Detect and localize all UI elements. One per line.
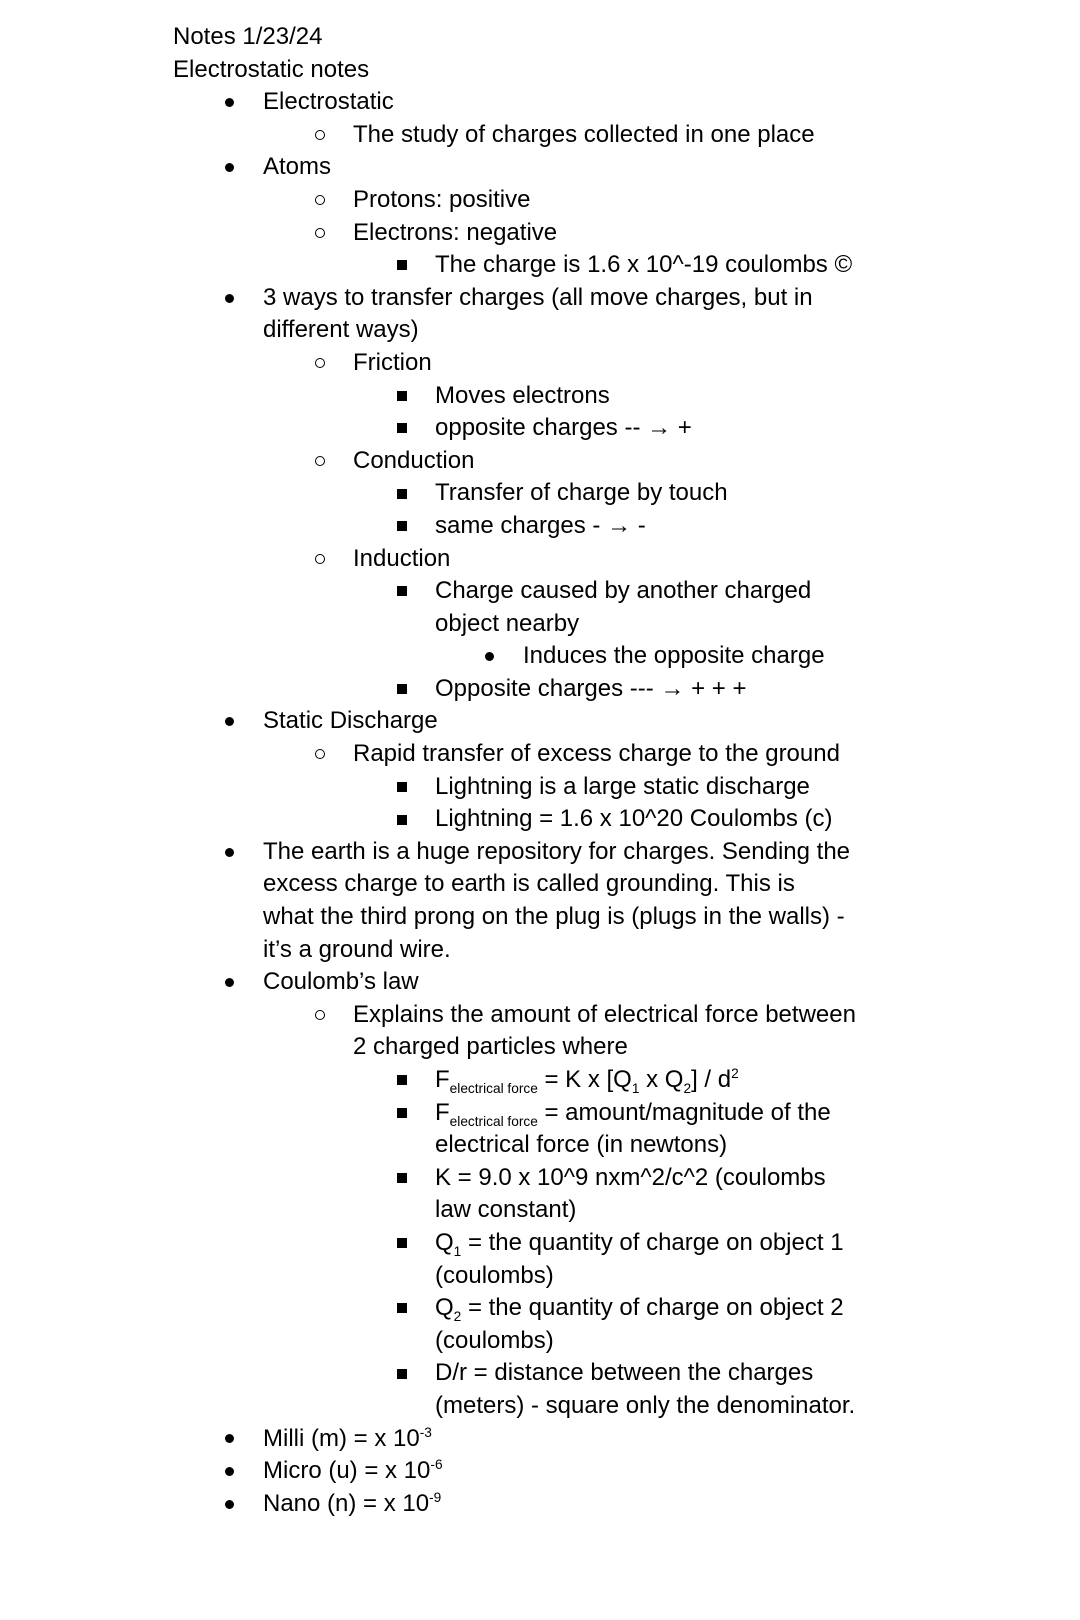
bullet-item xyxy=(397,1064,1050,1097)
bullet-item xyxy=(225,86,1050,119)
bullet-item xyxy=(397,1097,1050,1162)
bullet-item xyxy=(225,1488,1050,1521)
bullet-disc-icon xyxy=(225,1423,263,1456)
note-text: Lightning = 1.6 x 10^20 Coulombs (c) xyxy=(435,805,833,833)
note-text: Electrostatic notes xyxy=(173,55,370,83)
note-text: Protons: positive xyxy=(353,185,531,213)
bullet-item xyxy=(397,380,1050,413)
bullet-square-icon xyxy=(397,803,435,836)
bullet-circle-icon xyxy=(315,999,353,1032)
bullet-item xyxy=(397,673,1050,706)
bullet-square-icon xyxy=(397,249,435,282)
bullet-square-icon xyxy=(397,1064,435,1097)
bullet-item xyxy=(397,1227,1050,1292)
bullet-disc-icon xyxy=(225,282,263,315)
bullet-circle-icon xyxy=(315,217,353,250)
note-text: Atoms xyxy=(263,153,332,181)
bullet-square-icon xyxy=(397,1162,435,1195)
bullet-square-icon xyxy=(397,510,435,543)
note-text: $F_{electrical force} = K$ x [$Q_1$ x $Q_2] / d^2$ xyxy=(435,1066,739,1096)
bullet-item xyxy=(315,543,1050,576)
bullet-disc-icon xyxy=(485,640,523,673)
bullet-circle-icon xyxy=(315,738,353,771)
bullet-disc-icon xyxy=(225,1488,263,1521)
note-text: Opposite charges --- → + + + xyxy=(435,674,747,702)
note-text: Coulomb’s law xyxy=(263,968,419,996)
note-text: Conduction xyxy=(353,446,475,474)
bullet-item xyxy=(315,999,1050,1064)
bullet-square-icon xyxy=(397,1292,435,1325)
bullet-item xyxy=(397,477,1050,510)
bullet-item xyxy=(397,575,1050,640)
note-text: Electrons: negative xyxy=(353,218,558,246)
bullet-item xyxy=(397,803,1050,836)
bullet-circle-icon xyxy=(315,347,353,380)
note-text: The earth is a huge repository for charges. Sending the excess charge to earth is called grounding. This is what the third prong on the plug is (plugs in the walls) - it’s a ground wire. xyxy=(263,837,851,963)
bullet-circle-icon xyxy=(315,543,353,576)
bullet-item xyxy=(397,1357,1050,1422)
bullet-item xyxy=(225,966,1050,999)
note-text: Notes 1/23/24 xyxy=(173,23,323,50)
bullet-item xyxy=(397,771,1050,804)
note-text: Transfer of charge by touch xyxy=(435,479,728,507)
note-text: Moves electrons xyxy=(435,381,610,409)
note-text: $Q_2$ = the quantity of charge on object 2 (coulombs) xyxy=(435,1294,844,1354)
bullet-item xyxy=(397,249,1050,282)
bullet-item xyxy=(315,119,1050,152)
bullet-item xyxy=(397,412,1050,445)
bullet-item xyxy=(225,705,1050,738)
bullet-circle-icon xyxy=(315,119,353,152)
notes-document xyxy=(173,21,1050,1520)
bullet-item xyxy=(397,510,1050,543)
note-text: $Q_1$ = the quantity of charge on object 1 (coulombs) xyxy=(435,1228,844,1289)
bullet-square-icon xyxy=(397,412,435,445)
note-text: Static Discharge xyxy=(263,707,438,735)
bullet-item xyxy=(225,836,1050,966)
note-text: K = 9.0 x 10^9 nxm^2/c^2 (coulombs law constant) xyxy=(435,1163,826,1224)
bullet-disc-icon xyxy=(225,836,263,869)
bullet-item xyxy=(397,1162,1050,1227)
note-text: Charge caused by another charged object nearby xyxy=(435,577,812,637)
note-text: Rapid transfer of excess charge to the ground xyxy=(353,740,840,768)
bullet-square-icon xyxy=(397,1227,435,1260)
bullet-disc-icon xyxy=(225,705,263,738)
note-text: same charges - → - xyxy=(435,511,646,539)
note-text: Milli (m) = x $10^{-3}$ xyxy=(263,1424,432,1452)
bullet-circle-icon xyxy=(315,445,353,478)
note-text: D/r = distance between the charges (meters) - square only the denominator. xyxy=(435,1359,856,1419)
bullet-disc-icon xyxy=(225,86,263,119)
note-text: Induction xyxy=(353,544,451,572)
bullet-item xyxy=(315,347,1050,380)
bullet-square-icon xyxy=(397,1357,435,1390)
bullet-item xyxy=(315,445,1050,478)
bullet-square-icon xyxy=(397,1097,435,1130)
bullet-square-icon xyxy=(397,477,435,510)
note-text: $F_{electrical force}$ = amount/magnitude of the electrical force (in newtons) xyxy=(435,1098,831,1159)
note-text: Lightning is a large static discharge xyxy=(435,772,810,800)
note-text: The study of charges collected in one place xyxy=(353,120,815,148)
note-text: opposite charges -- → + xyxy=(435,414,692,442)
note-text: Induces the opposite charge xyxy=(523,642,825,670)
bullet-item xyxy=(225,1423,1050,1456)
bullet-square-icon xyxy=(397,673,435,706)
bullet-square-icon xyxy=(397,771,435,804)
note-text: The charge is 1.6 x 10^-19 coulombs © xyxy=(435,251,853,279)
paragraph xyxy=(173,21,1050,54)
bullet-item xyxy=(225,282,1050,347)
bullet-item xyxy=(315,738,1050,771)
bullet-square-icon xyxy=(397,380,435,413)
bullet-circle-icon xyxy=(315,184,353,217)
bullet-item xyxy=(225,151,1050,184)
bullet-item xyxy=(315,217,1050,250)
bullet-item xyxy=(485,640,1050,673)
note-text: Explains the amount of electrical force between 2 charged particles where xyxy=(353,1000,856,1061)
bullet-item xyxy=(397,1292,1050,1357)
bullet-item xyxy=(315,184,1050,217)
paragraph xyxy=(173,54,1050,87)
bullet-square-icon xyxy=(397,575,435,608)
bullet-disc-icon xyxy=(225,966,263,999)
bullet-disc-icon xyxy=(225,151,263,184)
bullet-disc-icon xyxy=(225,1455,263,1488)
note-text: 3 ways to transfer charges (all move charges, but in different ways) xyxy=(263,283,813,344)
bullet-item xyxy=(225,1455,1050,1488)
note-text: Friction xyxy=(353,348,432,376)
note-text: Micro (u) = x $10^{-6}$ xyxy=(263,1457,443,1485)
note-text: Nano (n) = x $10^{-9}$ xyxy=(263,1489,442,1517)
note-text: Electrostatic xyxy=(263,88,394,116)
